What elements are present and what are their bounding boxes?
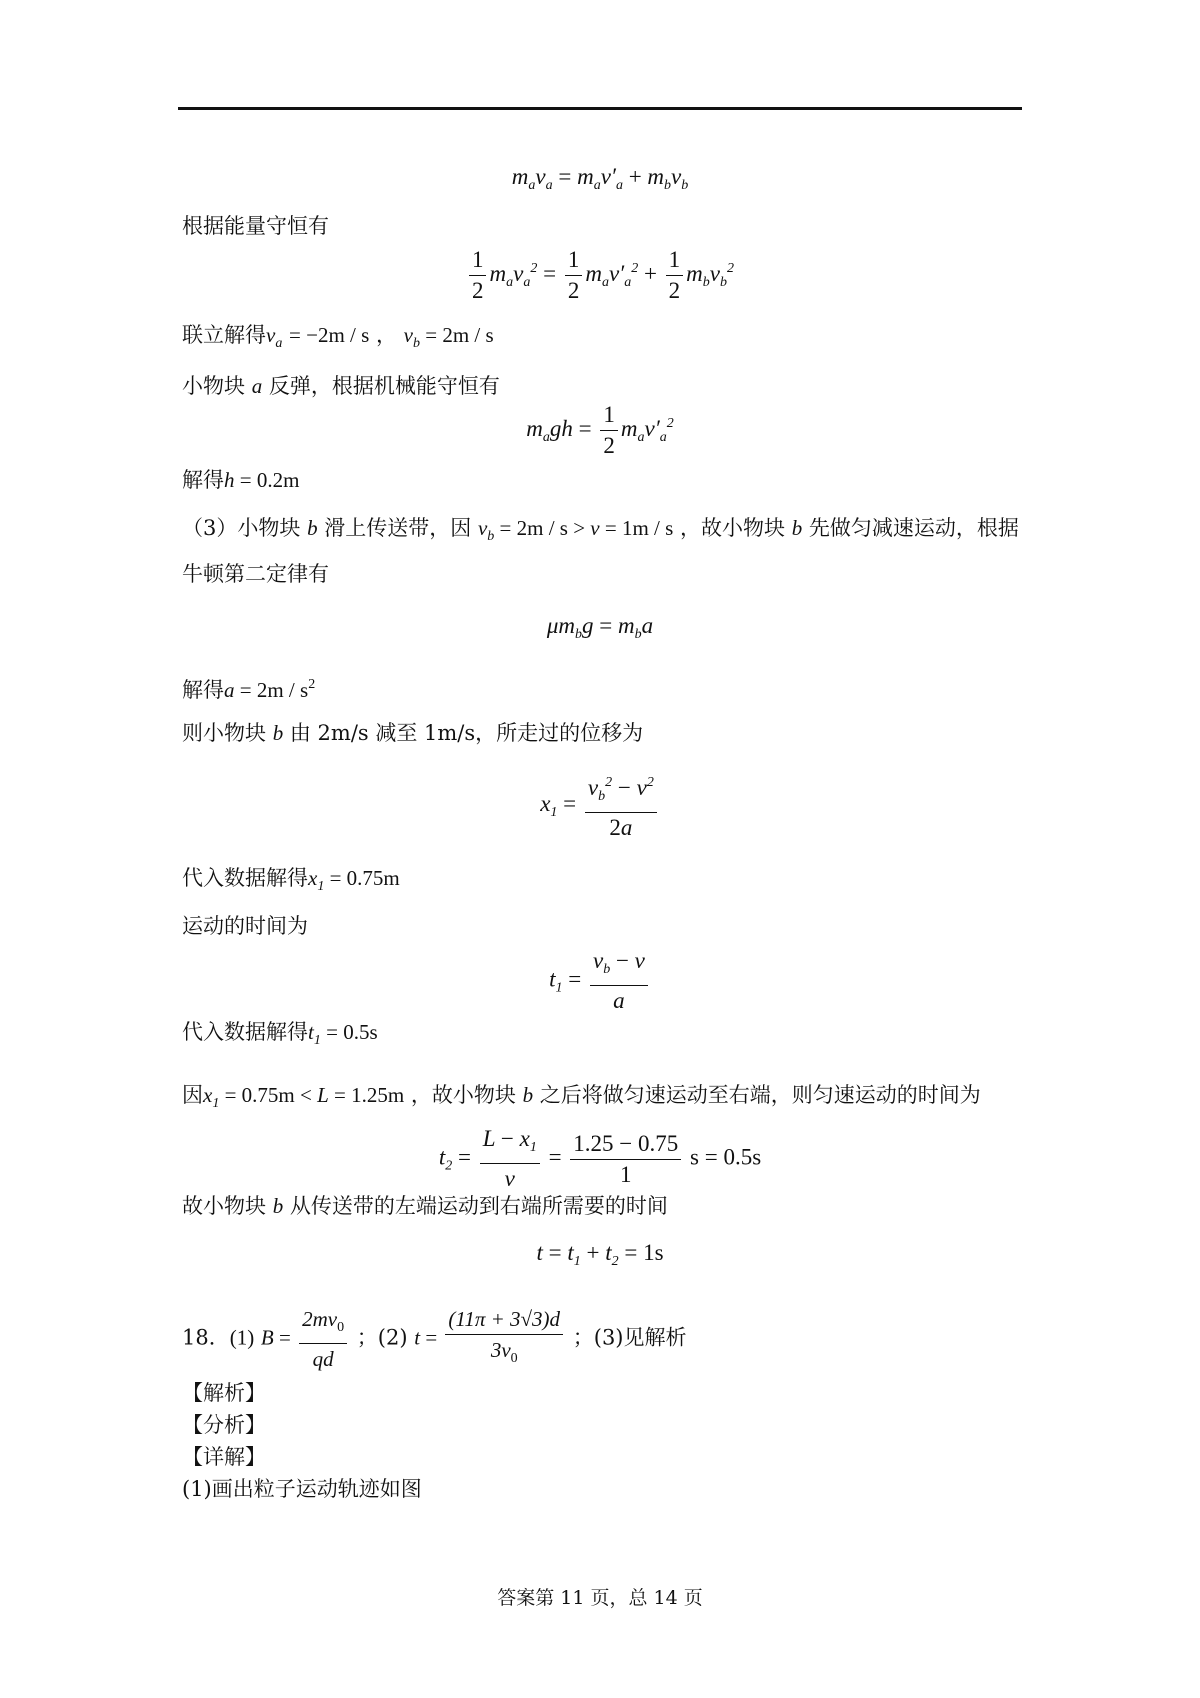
draw-trajectory-text: (1)画出粒子运动轨迹如图	[182, 1477, 422, 1501]
newton-law-text: 牛顿第二定律有	[182, 562, 329, 586]
time-equation: $t_1$ = $\frac{v_b - v}{a}$	[0, 946, 1200, 1016]
x1-value: 0.75m	[346, 866, 400, 890]
time-of-motion-text: 运动的时间为	[182, 914, 308, 938]
breakdown-tag: 【分析】	[182, 1413, 266, 1437]
energy-conservation-text: 根据能量守恒有	[182, 214, 329, 238]
part3-line: （3）小物块 b 滑上传送带，因 $v_b = 2m / s > v = 1m / s$ ，故小物块 b 先做匀减速运动，根据	[182, 516, 1019, 544]
mechanical-energy-equation: $m_agh$ = $\frac{1}{2}$ $m_av'_a^2$	[526, 402, 674, 458]
t1-solution-line: 代入数据解得$t_1 = 0.5s$	[182, 1020, 378, 1048]
analysis-tag: 【解析】	[182, 1381, 266, 1405]
a-value: 2m / s	[256, 678, 309, 702]
total-time-text: 故小物块 b 从传送带的左端运动到右端所需要的时间	[182, 1194, 668, 1218]
friction-equation: $\mu m_bg = m_ba$	[546, 613, 654, 642]
header-rule	[178, 107, 1022, 110]
x1-solution-line: 代入数据解得$x_1 = 0.75m$	[182, 866, 400, 894]
uniform-motion-line: 因$x_1 = 0.75m < L = 1.25m$ ，故小物块 b 之后将做匀速运动至右端，则匀速运动的时间为	[182, 1083, 981, 1111]
joint-solution-line: 联立解得$v_a = -2m / s$ ， $v_b = 2m / s$	[182, 323, 494, 351]
q18-answer-line: 18．(1) B = $\frac{2mv_0}{qd}$ ；(2) t = $\frac{(11\pi + 3√3)d}{3v_0}$ ；(3)见解析	[182, 1304, 687, 1374]
detail-tag: 【详解】	[182, 1445, 266, 1469]
displacement-equation: $x_1$ = $\frac{v_b^2 - v^2}{2a}$	[0, 768, 1200, 843]
h-value: 0.2m	[256, 468, 300, 492]
vb-value: 2m / s	[442, 323, 494, 347]
t1-value: 0.5s	[343, 1020, 378, 1044]
bounce-text: 小物块 a 反弹，根据机械能守恒有	[182, 374, 500, 398]
t2-equation: $t_2$ = $\frac{L - x_1}{v}$ = $\frac{1.25 - 0.75}{1}$ s = 0.5s	[438, 1126, 762, 1191]
momentum-equation: $m_av_a = m_av'_a + m_bv_b$	[511, 164, 689, 193]
total-time-equation: $t = t_1 + t_2 = 1s$	[536, 1240, 664, 1269]
h-solution-line: 解得h = 0.2m	[182, 468, 300, 492]
energy-equation: $\frac{1}{2}$ $m_av_a^2$ = $\frac{1}{2}$ $m_av'_a^2$ + $\frac{1}{2}$ $m_bv_b^2$	[0, 245, 1200, 306]
va-value: −2m / s	[306, 323, 370, 347]
a-solution-line: 解得$a = 2m / s^2$	[182, 677, 316, 702]
page-footer: 答案第 11 页，总 14 页	[497, 1587, 703, 1609]
decel-text: 则小物块 b 由 2m/s 减至 1m/s，所走过的位移为	[182, 721, 644, 745]
